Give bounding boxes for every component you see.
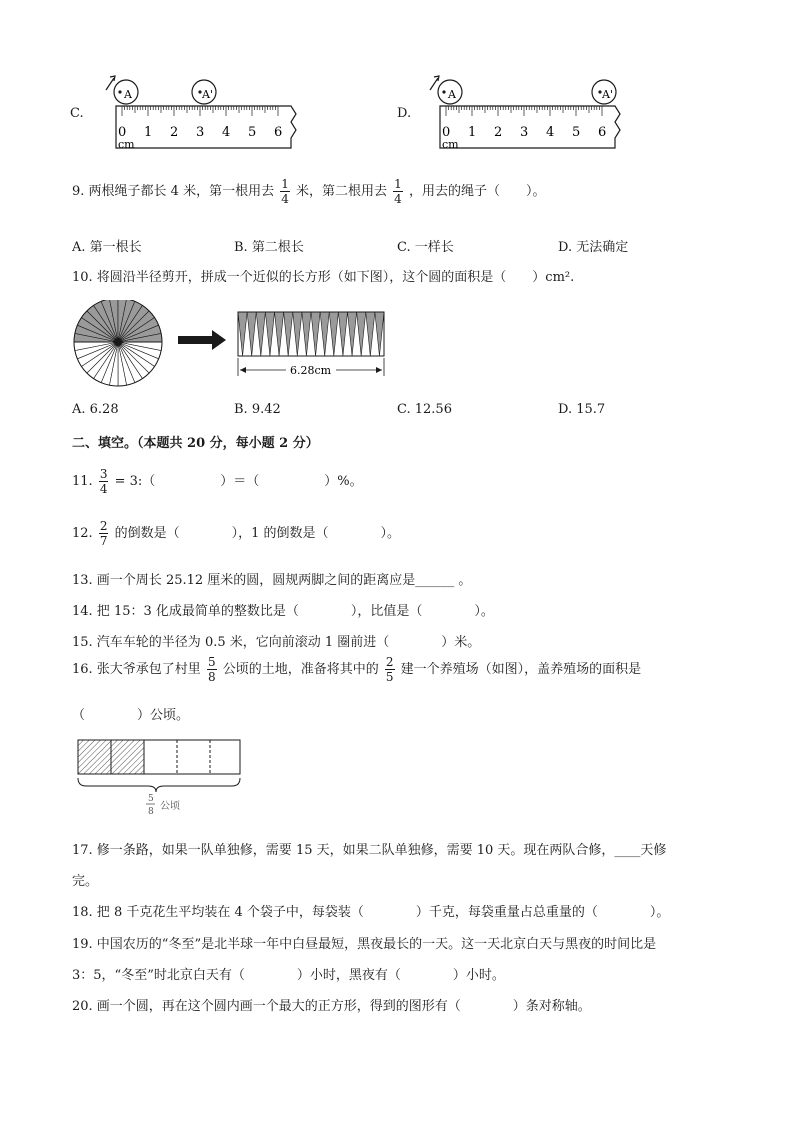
q16-text-3: 建一个养殖场（如图），盖养殖场的面积是 — [400, 662, 642, 677]
q9-text-1: 两根绳子都长 4 米，第一根用去 — [88, 184, 275, 199]
ruler-tick-label: 1 — [144, 125, 153, 140]
fig-fraction-d: 8 — [148, 807, 154, 817]
question-19-line-2: 3：5，“冬至”时北京白天有（ ）小时，黑夜有（ ）小时。 — [72, 968, 505, 983]
q9-option-b[interactable]: B. 第二根长 — [234, 240, 304, 255]
q11-number: 11. — [72, 474, 93, 489]
q9-option-d[interactable]: D. 无法确定 — [558, 240, 629, 255]
marker-a: A — [124, 88, 132, 101]
q12-text: 的倒数是（ ），1 的倒数是（ ）。 — [114, 526, 401, 541]
ruler-tick-label: 5 — [248, 125, 257, 140]
q16-line-2: （ ）公顷。 — [72, 708, 190, 723]
option-c-label: C. — [70, 106, 84, 121]
arrow-right-icon — [178, 330, 226, 350]
ruler-tick-label: 5 — [572, 125, 581, 140]
q16-text-1: 16. 张大爷承包了村里 — [72, 662, 201, 677]
question-19-line-1: 19. 中国农历的“冬至”是北半球一年中白昼最短，黑夜最长的一天。这一天北京白天与黑夜的时间比是 — [72, 937, 657, 952]
ruler-figure-c — [96, 70, 306, 155]
q9-option-c[interactable]: C. 一样长 — [397, 240, 454, 255]
question-16 — [72, 656, 641, 683]
question-14: 14. 把 15：3 化成最简单的整数比是（ ），比值是（ ）。 — [72, 604, 494, 619]
q9-text-2: 米，第二根用去 — [296, 184, 388, 199]
question-12 — [72, 520, 400, 547]
marker-a: A — [448, 88, 456, 101]
unit-cm: cm — [442, 138, 459, 151]
question-11 — [72, 468, 363, 495]
ruler-figure-d — [420, 70, 630, 155]
ruler-tick-label: 1 — [468, 125, 477, 140]
q12-fraction: $\frac{2}{7}$ — [99, 519, 108, 548]
ruler-tick-label: 6 — [598, 125, 607, 140]
q10-option-d[interactable]: D. 15.7 — [558, 402, 606, 417]
question-10: 10. 将圆沿半径剪开，拼成一个近似的长方形（如下图），这个圆的面积是（ ）cm². — [72, 270, 575, 285]
q16-fraction-2: $\frac{2}{5}$ — [385, 655, 394, 684]
q9-option-a[interactable]: A. 第一根长 — [72, 240, 142, 255]
question-15: 15. 汽车车轮的半径为 0.5 米，它向前滚动 1 圈前进（ ）米。 — [72, 635, 481, 650]
ruler-tick-label: 6 — [274, 125, 283, 140]
ruler-tick-label: 3 — [520, 125, 529, 140]
question-17-line-1: 17. 修一条路，如果一队单独修，需要 15 天，如果二队单独修，需要 10 天。现在两队合修，____天修 — [72, 843, 667, 858]
question-20: 20. 画一个圆，再在这个圆内画一个最大的正方形，得到的图形有（ ）条对称轴。 — [72, 999, 591, 1014]
section-2-title: 二、填空。（本题共 20 分，每小题 2 分） — [72, 436, 319, 451]
q9-text-3: ，用去的绳子（ ）。 — [408, 184, 546, 199]
q12-number: 12. — [72, 526, 93, 541]
ruler-tick-label: 2 — [494, 125, 503, 140]
question-9 — [72, 178, 545, 205]
ruler-tick-label: 4 — [546, 125, 555, 140]
q9-fraction-2: $\frac{1}{4}$ — [394, 177, 402, 206]
fig-unit: 公顷 — [160, 801, 180, 812]
question-17-line-2: 完。 — [72, 874, 99, 889]
ruler-tick-label: 0 — [442, 125, 451, 140]
q11-fraction: $\frac{3}{4}$ — [99, 467, 108, 496]
unit-cm: cm — [118, 138, 135, 151]
question-18: 18. 把 8 千克花生平均装在 4 个袋子中，每袋装（ ）千克，每袋重量占总重量的（ ）。 — [72, 905, 670, 920]
approx-rectangle — [238, 312, 384, 356]
ruler-tick-label: 4 — [222, 125, 231, 140]
fig-fraction-n: 5 — [148, 794, 154, 804]
width-dimension: 6.28cm — [290, 364, 332, 377]
q10-option-b[interactable]: B. 9.42 — [234, 402, 281, 417]
q9-number: 9. — [72, 184, 85, 199]
q9-fraction-1: $\frac{1}{4}$ — [281, 177, 289, 206]
question-13: 13. 画一个周长 25.12 厘米的圆，圆规两脚之间的距离应是______ 。 — [72, 573, 472, 588]
ruler-tick-label: 0 — [118, 125, 127, 140]
q16-fraction-1: $\frac{5}{8}$ — [207, 655, 216, 684]
q10-option-a[interactable]: A. 6.28 — [72, 402, 119, 417]
circle-to-rectangle-figure — [72, 300, 392, 390]
q11-text: = 3:（ ）＝（ ）%。 — [114, 474, 363, 489]
land-bar-figure — [76, 736, 246, 820]
marker-a-prime: A' — [202, 88, 213, 101]
q10-option-c[interactable]: C. 12.56 — [397, 402, 452, 417]
ruler-tick-label: 2 — [170, 125, 179, 140]
option-d-label: D. — [397, 106, 412, 121]
ruler-tick-label: 3 — [196, 125, 205, 140]
q16-text-2: 公顷的土地，准备将其中的 — [222, 662, 379, 677]
marker-a-prime: A' — [602, 88, 613, 101]
